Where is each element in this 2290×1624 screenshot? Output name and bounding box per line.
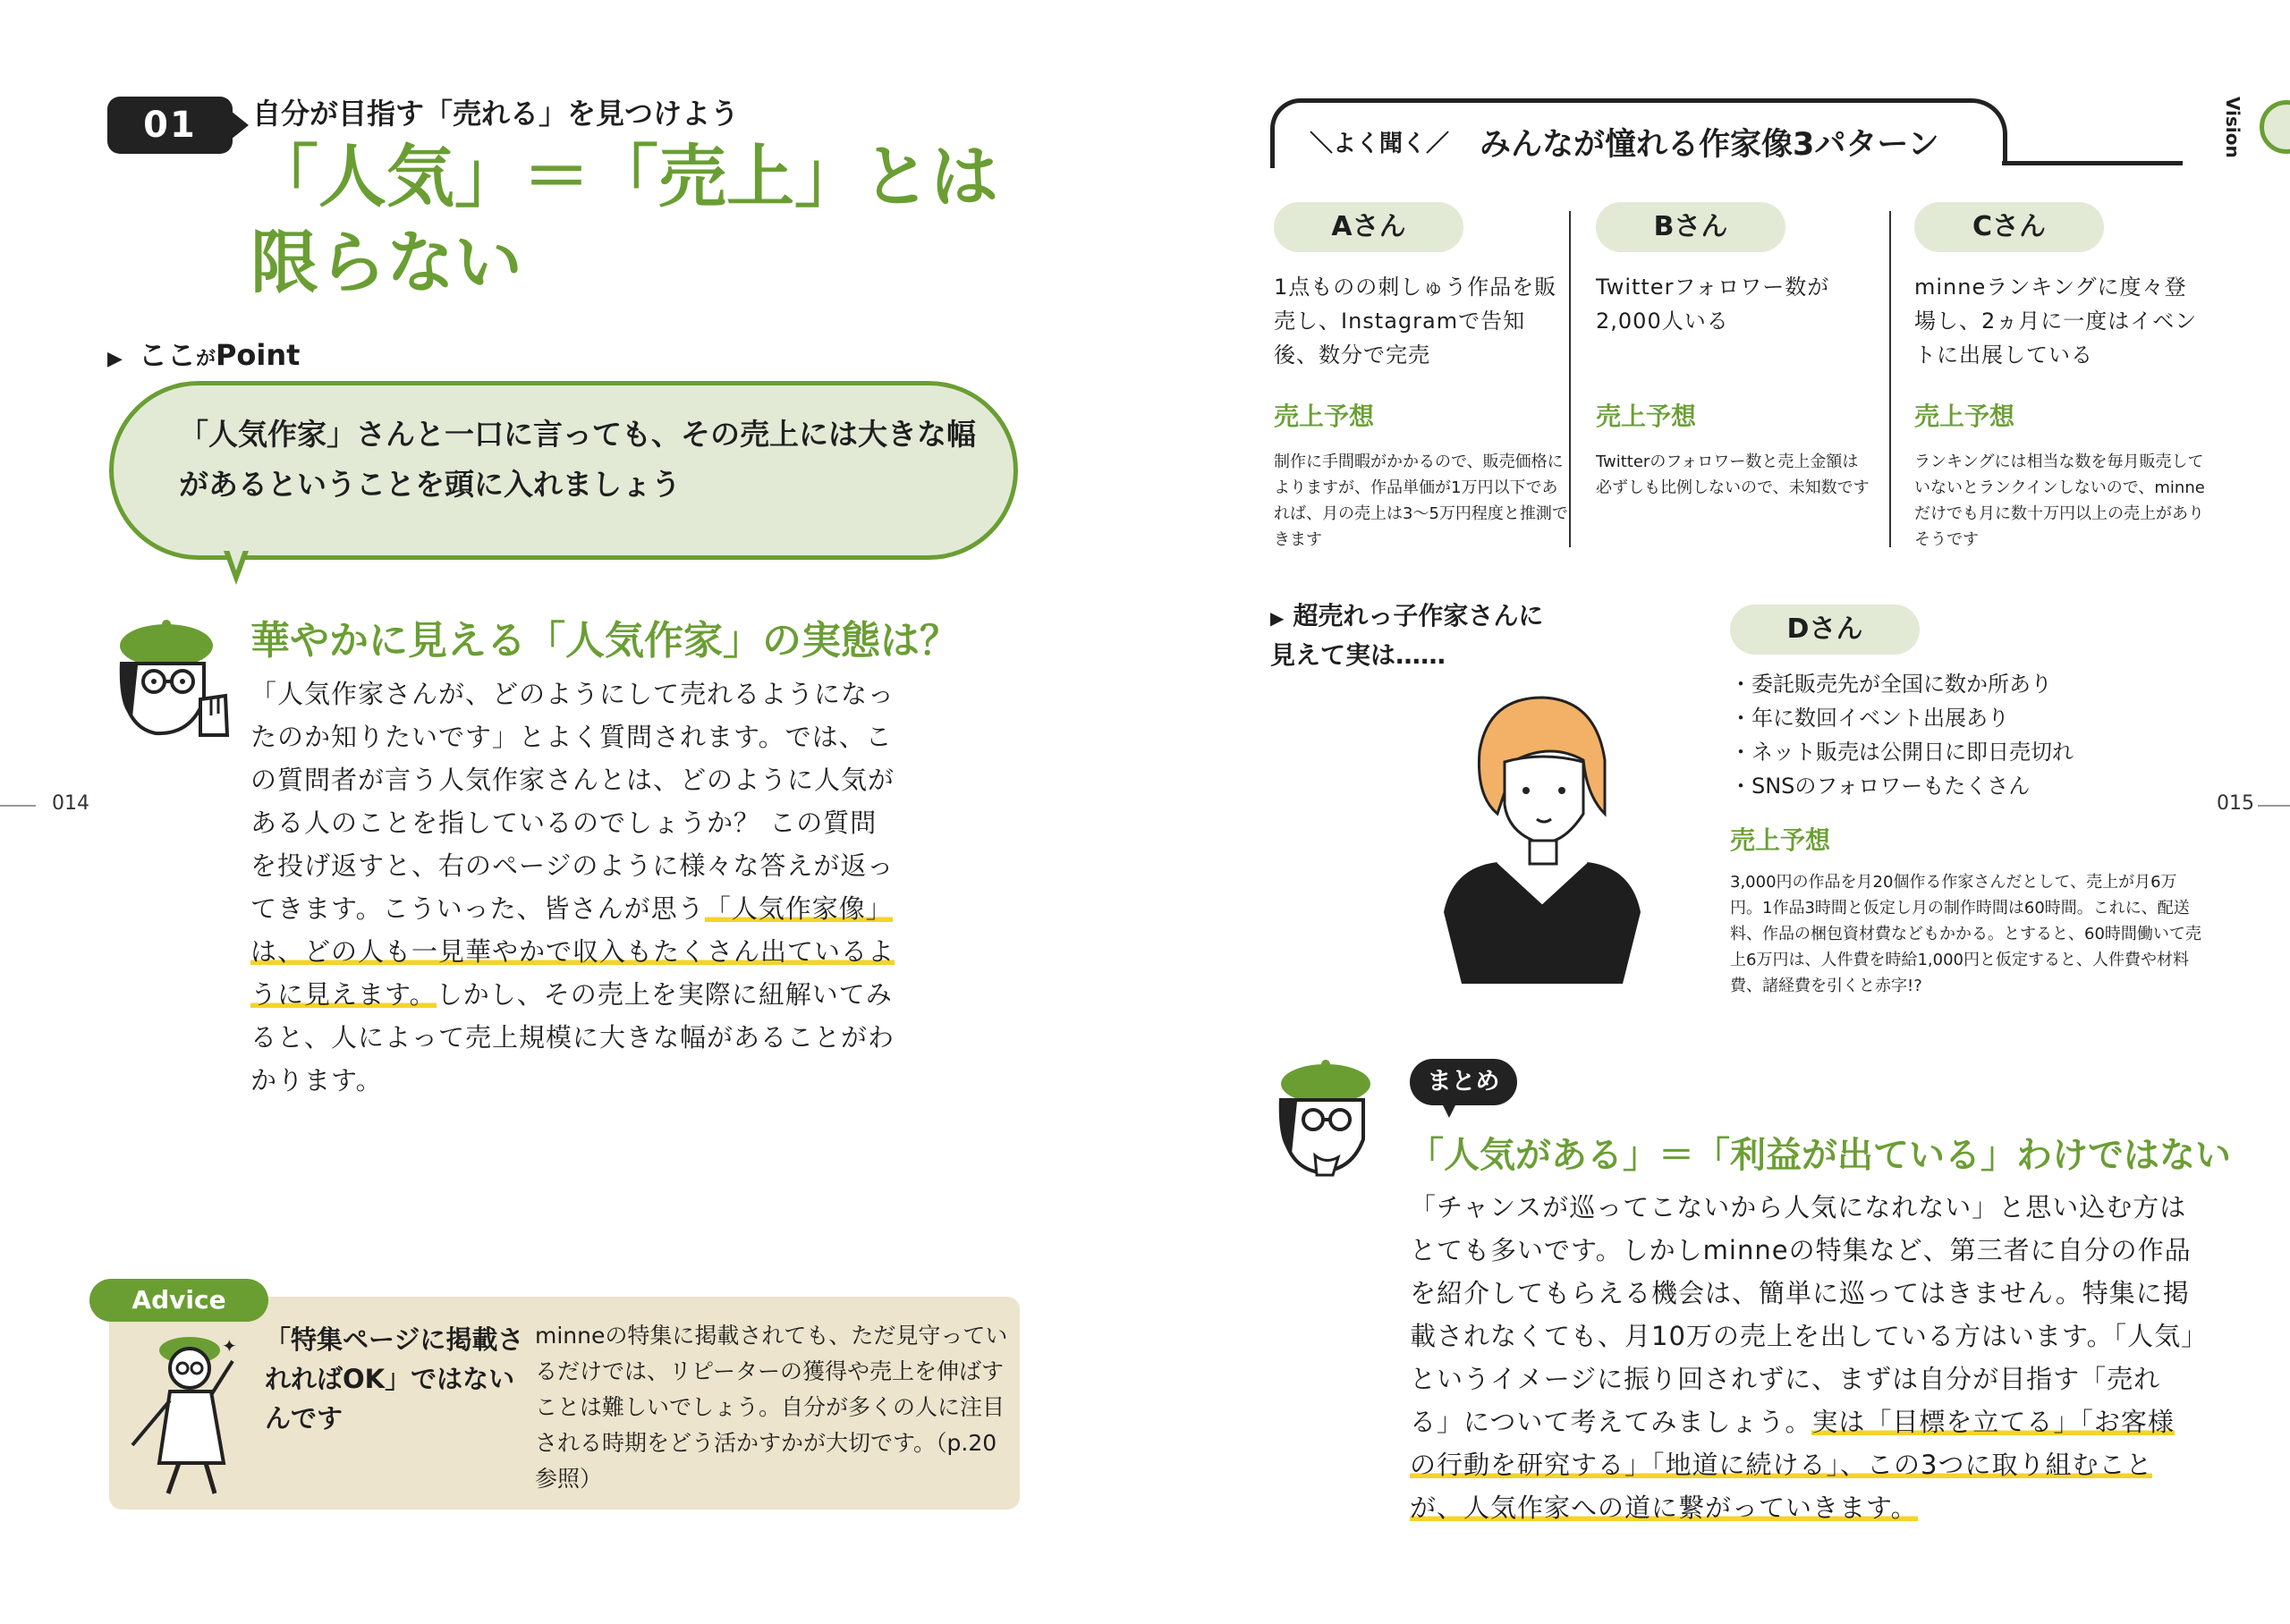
persona-d-forecast-label: 売上予想	[1730, 825, 1831, 855]
list-item: ・年に数回イベント出展あり	[1730, 706, 2009, 731]
persona-a-note: 制作に手間暇がかかるので、販売価格によりますが、作品単価が1万円以下であれば、月の売上は3〜5万円程度と推測できます	[1274, 453, 1568, 549]
summary-badge-tail	[1440, 1100, 1458, 1118]
advice-heading: 「特集ページに掲載されればOK」ではないんです	[265, 1324, 524, 1434]
page-rule-right	[2258, 805, 2290, 807]
page-number-left: 014	[52, 792, 89, 815]
summary-body-part1: 「チャンスが巡ってこないから人気になれない」と思い込む方はとても多いです。しかしminneの特集など、第三者に自分の作品を紹介してもらえる機会は、簡単に巡ってはきません。特集に掲載されなくても、月10万の売上を出している方はいます。「人気」というイメージに振り回されずに、まずは自分が目指す「売れる」について考えてみましょう。	[1410, 1192, 2195, 1437]
box-frame-line	[2002, 161, 2183, 165]
persona-d-intro-text: 超売れっ子作家さんに見えて実は……	[1270, 601, 1544, 670]
column-divider	[1889, 211, 1891, 547]
point-label	[107, 333, 300, 374]
persona-d-name: Dさん	[1730, 605, 1920, 655]
persona-c-note: ランキングには相当な数を毎月販売していないとランクインしないので、minneだけでも月に数十万円以上の売上がありそうです	[1914, 453, 2205, 549]
section-body	[250, 672, 895, 1102]
list-item: ・委託販売先が全国に数か所あり	[1730, 672, 2052, 697]
persona-c-desc: minneランキングに度々登場し、2ヵ月に一度はイベントに出展している	[1914, 275, 2198, 368]
svg-text:✦: ✦	[222, 1335, 237, 1357]
page-rule-left	[0, 805, 36, 807]
column-divider	[1569, 211, 1571, 547]
persona-a-name: Aさん	[1274, 202, 1463, 252]
summary-body-highlight: 実は「目標を立てる」「お客様の行動を研究する」「地道に続ける」、この3つに取り組むことが、人気作家への道に繋がっていきます。	[1410, 1407, 2175, 1523]
point-bubble-tail-inner	[228, 547, 244, 571]
triangle-icon: ▶	[107, 348, 123, 370]
persona-c-name: Cさん	[1914, 202, 2104, 252]
triangle-icon: ▶	[1270, 607, 1285, 629]
advice-character-icon	[125, 1329, 242, 1499]
chapter-title: 「人気」＝「売上」とは限らない	[250, 137, 998, 302]
persona-d-note: 3,000円の作品を月20個作る作家さんだとして、売上が月6万円。1作品3時間と仮定し月の制作時間は60時間。これに、配送料、作品の梱包資材費などもかかる。とすると、60時間働いて売上6万円は、人件費を時給1,000円と仮定すると、人件費や材料費、諸経費を引くと赤字!?	[1730, 873, 2201, 995]
woman-illustration-icon	[1426, 680, 1650, 984]
list-item: ・ネット販売は公開日に即日売切れ	[1730, 740, 2074, 765]
chapter-subtitle: 自分が目指す「売れる」を見つけよう	[252, 97, 740, 131]
point-label-pre: ここ	[138, 338, 196, 372]
persona-b-note: Twitterのフォロワー数と売上金額は必ずしも比例しないので、未知数です	[1596, 453, 1870, 497]
point-label-post: Point	[215, 338, 301, 372]
persona-c-forecast-label: 売上予想	[1914, 402, 2015, 431]
chapter-number-badge: 01	[107, 97, 233, 154]
section-body-part1: 「人気作家さんが、どのようにして売れるようになったのか知りたいです」とよく質問されます。では、この質問者が言う人気作家さんとは、どのように人気がある人のことを指しているのでしょうか？ この質問を投げ返すと、右のページのように様々な答えが返ってきます。こういった、皆さんが思う	[250, 679, 895, 924]
list-item: ・SNSのフォロワーもたくさん	[1730, 774, 2031, 799]
summary-badge: まとめ	[1410, 1059, 1517, 1105]
advice-label: Advice	[89, 1279, 268, 1322]
beret-character-icon	[1270, 1055, 1387, 1189]
section-tab-circle	[2260, 100, 2290, 154]
persona-b-desc: Twitterフォロワー数が2,000人いる	[1596, 275, 1830, 334]
persona-d-list	[1730, 667, 2074, 803]
persona-d-intro	[1270, 597, 1556, 674]
section-body-part2: しかし、その売上を実際に紐解いてみると、人によって売上規模に大きな幅があることがわかります。	[250, 979, 895, 1095]
section-body-highlight: 「人気作家像」は、どの人も一見華やかで収入もたくさん出ているように見えます。	[250, 893, 895, 1010]
advice-body: minneの特集に掲載されても、ただ見守っているだけでは、リピーターの獲得や売上を伸ばすことは難しいでしょう。自分が多くの人に注目される時期をどう活かすかが大切です。（p.20参照）	[535, 1323, 1008, 1492]
section-tab-label: Vision	[2222, 97, 2243, 158]
persona-b-forecast-label: 売上予想	[1596, 402, 1697, 431]
beret-character-icon	[111, 610, 236, 744]
section-heading: 華やかに見える「人気作家」の実態は？	[250, 618, 959, 664]
summary-body	[1410, 1186, 2197, 1529]
persona-a-desc: 1点ものの刺しゅう作品を販売し、Instagramで告知後、数分で完売	[1274, 275, 1557, 368]
persona-a-forecast-label: 売上予想	[1274, 402, 1375, 431]
page-number-right: 015	[2217, 792, 2254, 815]
point-label-mid: が	[195, 348, 216, 370]
point-text: 「人気作家」さんと一口に言っても、その売上には大きな幅があるということを頭に入れましょう	[179, 417, 976, 502]
box-kicker: ＼よく聞く／	[1310, 131, 1450, 157]
persona-b-name: Bさん	[1596, 202, 1785, 252]
box-title: みんなが憧れる作家像3パターン	[1480, 127, 1939, 163]
summary-heading: 「人気がある」＝「利益が出ている」わけではない	[1408, 1135, 2231, 1176]
